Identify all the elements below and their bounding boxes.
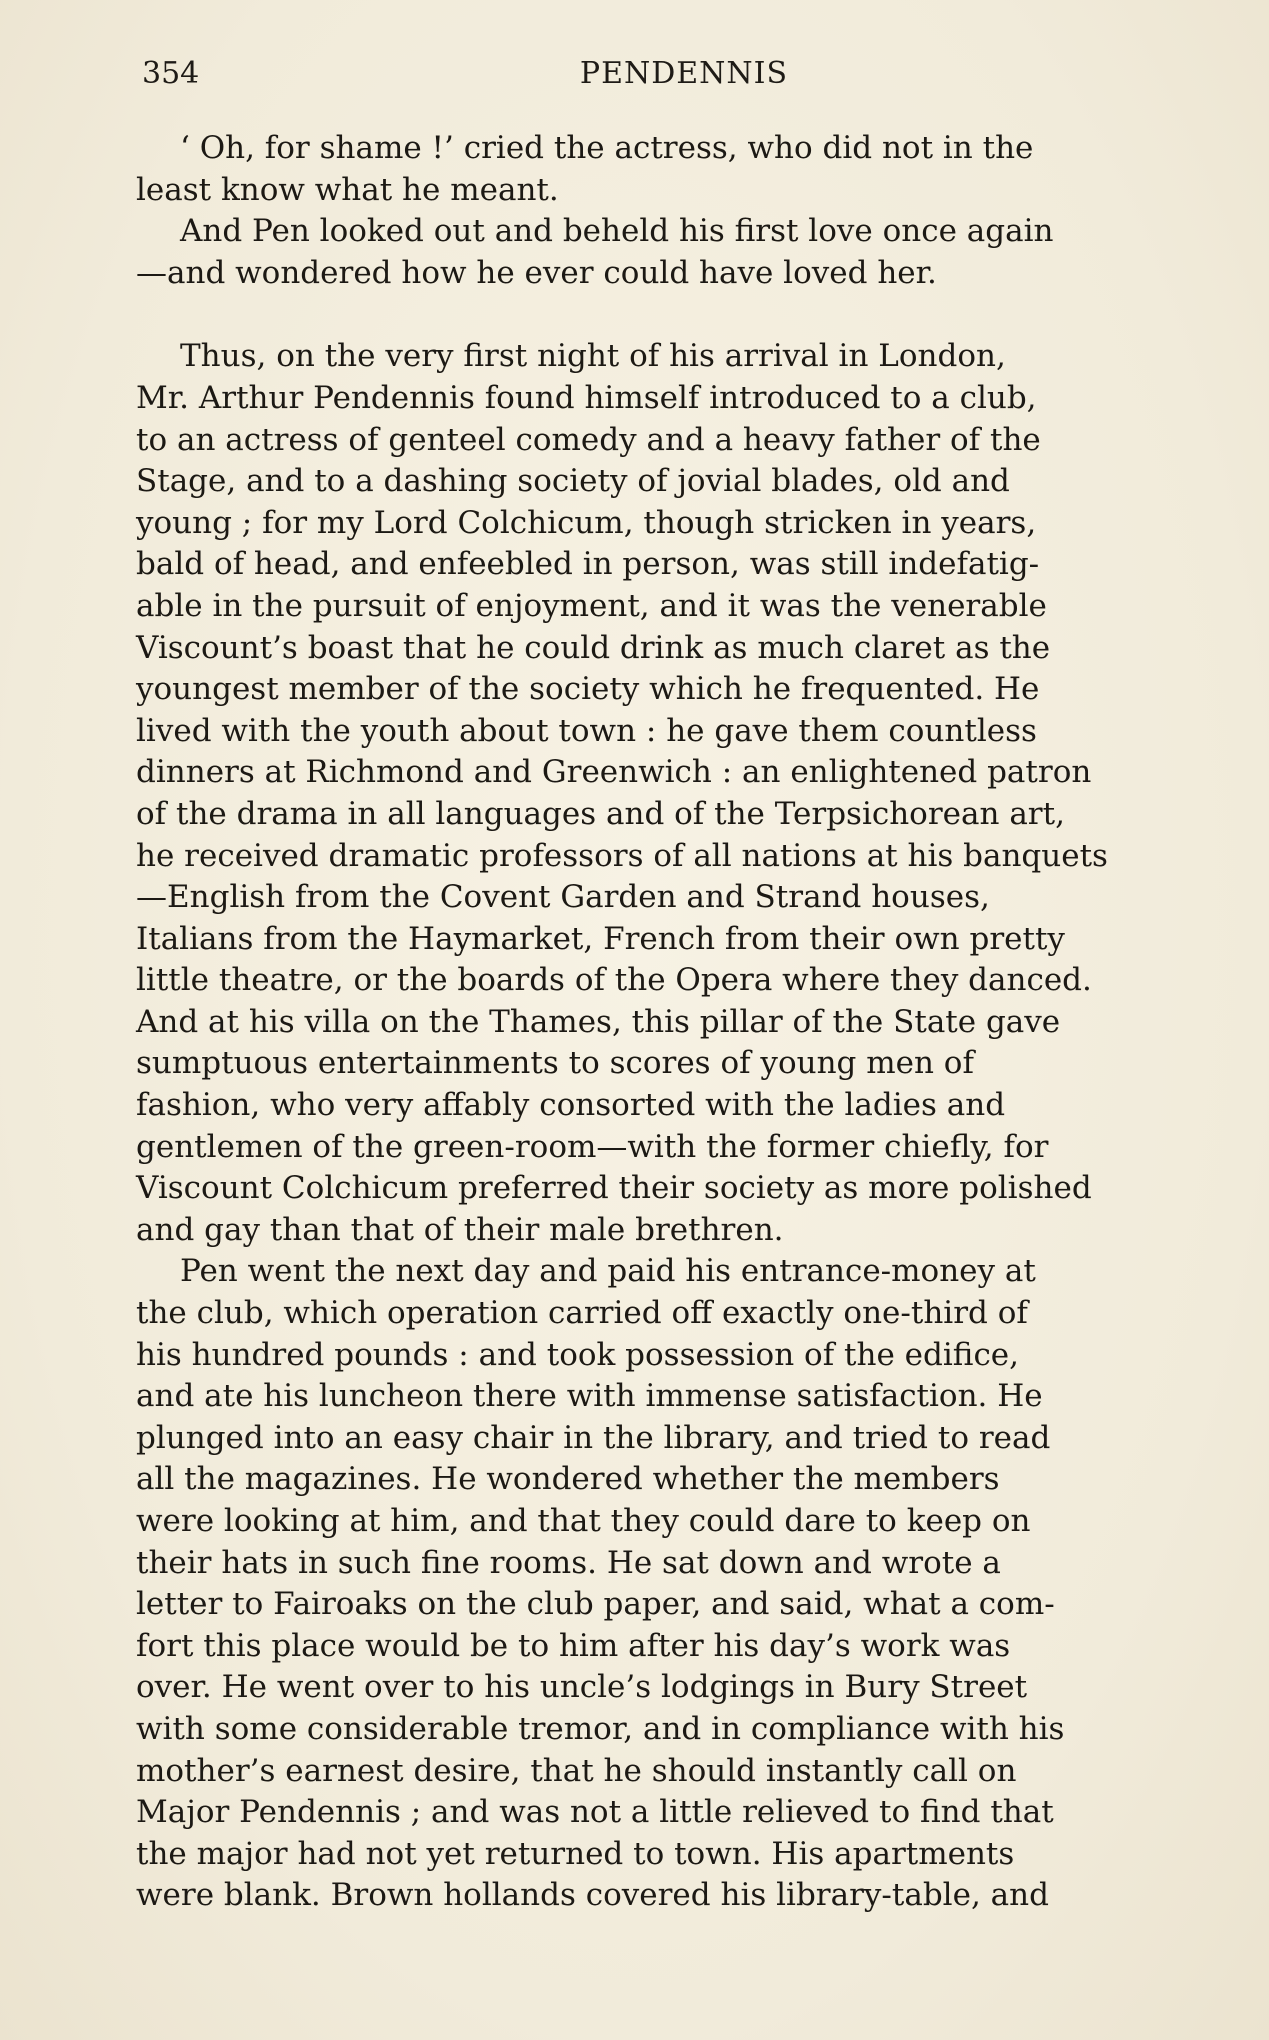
paragraph: And Pen looked out and beheld his first love once again —and wondered how he ever could have loved her.: [136, 213, 1054, 291]
running-title: PENDENNIS: [579, 56, 789, 91]
body-text: [136, 128, 1226, 1917]
paragraph: Thus, on the very first night of his arrival in London, Mr. Arthur Pendennis found himself introduced to a club, to an actress of genteel comedy and a heavy father of the Stage, and to a dashing society of jovial blades, old and young ; for my Lord Colchicum, though stricken in years, bald of head, and enfeebled in person, was still indefatig- able in the pursuit of enjoyment, and it was the venerable Viscount’s boast that he could drink as much claret as the youngest member of the society which he frequented. He lived with the youth about town : he gave them countless dinners at Richmond and Greenwich : an enlightened patron of the drama in all languages and of the Terpsichorean art, he received dramatic professors of all nations at his banquets —English from the Covent Garden and Strand houses, Italians from the Haymarket, French from their own pretty little theatre, or the boards of the Opera where they danced. And at his villa on the Thames, this pillar of the State gave sumptuous entertainments to scores of young men of fashion, who very affably consorted with the ladies and gentlemen of the green-room—with the former chiefly, for Viscount Colchicum preferred their society as more polished and gay than that of their male brethren.: [136, 338, 1108, 1248]
paragraph: Pen went the next day and paid his entrance-money at the club, which operation carried off exactly one-third of his hundred pounds : and took possession of the edifice, and ate his luncheon there with immense satisfaction. He plunged into an easy chair in the library, and tried to read all the magazines. He wondered whether the members were looking at him, and that they could dare to keep on their hats in such fine rooms. He sat down and wrote a letter to Fairoaks on the club paper, and said, what a com- fort this place would be to him after his day’s work was over. He went over to his uncle’s lodgings in Bury Street with some considerable tremor, and in compliance with his mother’s earnest desire, that he should instantly call on Major Pendennis ; and was not a little relieved to find that the major had not yet returned to town. His apartments were blank. Brown hollands covered his library-table, and: [136, 1253, 1065, 1914]
paragraph: ‘ Oh, for shame !’ cried the actress, who did not in the least know what he meant.: [136, 130, 1034, 208]
page-header: [142, 56, 1226, 100]
page-number: 354: [142, 56, 200, 91]
